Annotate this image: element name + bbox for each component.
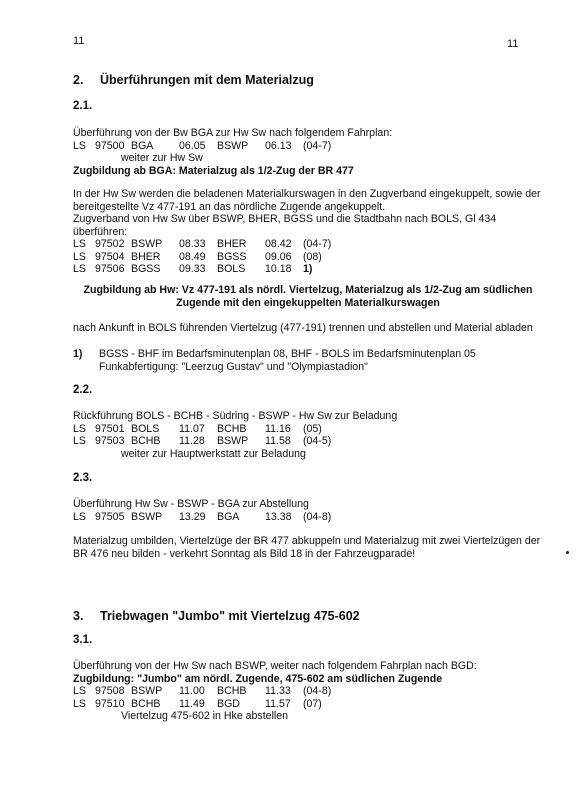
timetable-row	[73, 251, 541, 264]
cell-footnote-ref: 1)	[303, 263, 313, 275]
subsection-2-2-block	[73, 410, 397, 460]
intro-line: Überführung von der Hw Sw nach BSWP, weiter nach folgendem Fahrplan nach BGD:	[73, 660, 477, 672]
cell-dep-time: 11.28	[179, 435, 205, 447]
footnote-line: Funkabfertigung: "Leerzug Gustav" und "Olympiastadion"	[99, 360, 368, 373]
subsection-2-3-number: 2.3.	[73, 472, 93, 484]
formation-line: Zugende mit den eingekuppelten Materialkurswagen	[176, 296, 440, 309]
cell-arr-time: 11.16	[265, 422, 291, 435]
subsection-2-2-number: 2.2.	[73, 384, 93, 396]
cell-train-number: 97508	[95, 685, 125, 697]
timetable-row	[73, 511, 331, 524]
cell-dep-time: 08.49	[179, 250, 206, 263]
intro-line: Rückführung BOLS - BCHB - Südring - BSWP - Hw Sw zur Beladung	[73, 410, 398, 422]
paragraph-line: In der Hw Sw werden die beladenen Materialkurswagen in den Zugverband eingekuppelt, sowie der	[73, 188, 541, 200]
timetable-row	[73, 685, 477, 698]
footnote-marker: 1)	[73, 348, 83, 360]
cell-arr-time: 11.33	[265, 685, 291, 697]
section-2-title: Überführungen mit dem Materialzug	[100, 73, 314, 87]
cell-dep-time: 13.29	[179, 510, 206, 523]
cell-to: BCHB	[217, 685, 247, 697]
subsection-2-3-block	[73, 498, 331, 523]
section-3-title: Triebwagen "Jumbo" mit Viertelzug 475-602	[100, 609, 360, 623]
cell-from: BOLS	[131, 422, 160, 435]
cell-arr-time: 11.58	[265, 435, 291, 447]
intro-line: Überführung von der Bw BGA zur Hw Sw nach folgendem Fahrplan:	[73, 127, 393, 139]
paragraph-line: Materialzug umbilden, Viertelzüge der BR 477 abkuppeln und Materialzug mit zwei Viertelzügen der	[73, 535, 541, 547]
cell-ls: LS	[73, 697, 86, 710]
bold-formation-line: Zugbildung: "Jumbo" am nördl. Zugende, 475-602 am südlichen Zugende	[73, 672, 443, 685]
cell-to: BGA	[217, 510, 240, 523]
formation-centered-block	[73, 284, 543, 309]
cell-ls: LS	[73, 422, 86, 435]
cell-train-number: 97501	[95, 422, 125, 435]
subsection-2-1-number: 2.1.	[73, 100, 93, 112]
cell-from: BHER	[131, 250, 161, 263]
page-number-right: 11	[507, 38, 519, 50]
cell-dep-time: 06.05	[179, 139, 206, 152]
cell-arr-time: 09.06	[265, 250, 292, 263]
cell-ls: LS	[73, 510, 86, 523]
subsection-3-1-block	[73, 660, 477, 723]
cell-to: BCHB	[217, 422, 247, 435]
cell-plan: (07)	[303, 697, 322, 710]
row-note: weiter zur Hw Sw	[121, 152, 203, 164]
cell-from: BSWP	[131, 238, 163, 250]
section-2-heading	[73, 74, 314, 87]
cell-from: BGA	[131, 139, 154, 152]
timetable-row	[73, 435, 397, 448]
subsection-2-1-block-a	[73, 127, 392, 177]
cell-from: BCHB	[131, 697, 161, 710]
cell-ls: LS	[73, 139, 86, 152]
footnote-1	[73, 348, 476, 373]
cell-plan: (04-7)	[303, 238, 332, 250]
cell-from: BSWP	[131, 685, 163, 697]
section-3-number: 3.	[73, 609, 84, 623]
cell-plan: (04-8)	[303, 685, 332, 697]
cell-train-number: 97504	[95, 250, 125, 263]
cell-to: BOLS	[217, 263, 246, 275]
intro-line: Überführung Hw Sw - BSWP - BGA zur Abstellung	[73, 498, 309, 510]
cell-plan: (04-5)	[303, 435, 332, 447]
cell-plan: (08)	[303, 250, 322, 263]
cell-arr-time: 10.18	[265, 263, 292, 275]
cell-dep-time: 11.49	[179, 697, 205, 710]
section-3-heading	[73, 610, 360, 623]
timetable-row	[73, 140, 392, 153]
timetable-row	[73, 238, 541, 251]
cell-plan: (04-7)	[303, 139, 332, 152]
subsection-3-1-number: 3.1.	[73, 634, 93, 646]
cell-train-number: 97505	[95, 510, 125, 523]
paragraph-line: Zugverband von Hw Sw über BSWP, BHER, BGSS und die Stadtbahn nach BOLS, Gl 434	[73, 213, 497, 225]
timetable-row	[73, 423, 397, 436]
cell-arr-time: 06.13	[265, 139, 292, 152]
cell-train-number: 97506	[95, 263, 125, 275]
cell-ls: LS	[73, 250, 86, 263]
cell-ls: LS	[73, 238, 86, 250]
cell-train-number: 97503	[95, 435, 125, 447]
formation-line: Zugbildung ab Hw: Vz 477-191 als nördl. Viertelzug, Materialzug als 1/2-Zug am südlichen	[83, 284, 533, 296]
cell-from: BGSS	[131, 263, 161, 275]
paragraph-line: bereitgestellte Vz 477-191 an das nördliche Zugende angekuppelt.	[73, 200, 386, 213]
cell-dep-time: 11.07	[179, 422, 205, 435]
after-arrival-line: nach Ankunft in BOLS führenden Viertelzug (477-191) trennen und abstellen und Material abladen	[73, 322, 533, 334]
footnote-line: BGSS - BHF im Bedarfsminutenplan 08, BHF - BOLS im Bedarfsminutenplan 05	[99, 348, 476, 360]
cell-train-number: 97502	[95, 238, 125, 250]
cell-to: BSWP	[217, 435, 249, 447]
cell-ls: LS	[73, 263, 86, 275]
subsection-2-3-paragraph	[73, 535, 540, 560]
cell-plan: (05)	[303, 422, 322, 435]
cell-train-number: 97500	[95, 139, 125, 152]
cell-ls: LS	[73, 685, 86, 697]
cell-to: BGSS	[217, 250, 247, 263]
cell-arr-time: 13.38	[265, 510, 292, 523]
cell-arr-time: 11.57	[265, 697, 291, 710]
cell-train-number: 97510	[95, 697, 125, 710]
paragraph-line: überführen:	[73, 225, 128, 238]
cell-to: BGD	[217, 697, 240, 710]
cell-from: BSWP	[131, 510, 163, 523]
cell-dep-time: 08.33	[179, 238, 206, 250]
cell-dep-time: 11.00	[179, 685, 205, 697]
subsection-2-1-block-b	[73, 188, 541, 276]
cell-dep-time: 09.33	[179, 263, 206, 275]
cell-arr-time: 08.42	[265, 238, 292, 250]
timetable-row	[73, 263, 541, 276]
row-note: Viertelzug 475-602 in Hke abstellen	[121, 710, 289, 722]
cell-from: BCHB	[131, 435, 161, 447]
bold-formation-line: Zugbildung ab BGA: Materialzug als 1/2-Zug der BR 477	[73, 164, 354, 177]
row-note: weiter zur Hauptwerkstatt zur Beladung	[121, 447, 306, 460]
page-number-left: 11	[73, 35, 85, 47]
cell-to: BHER	[217, 238, 247, 250]
cell-to: BSWP	[217, 139, 249, 152]
speck	[566, 551, 569, 554]
cell-ls: LS	[73, 435, 86, 447]
timetable-row	[73, 698, 477, 711]
paragraph-line: BR 476 neu bilden - verkehrt Sonntag als Bild 18 in der Fahrzeugparade!	[73, 547, 416, 560]
section-2-number: 2.	[73, 73, 84, 87]
cell-plan: (04-8)	[303, 510, 332, 523]
